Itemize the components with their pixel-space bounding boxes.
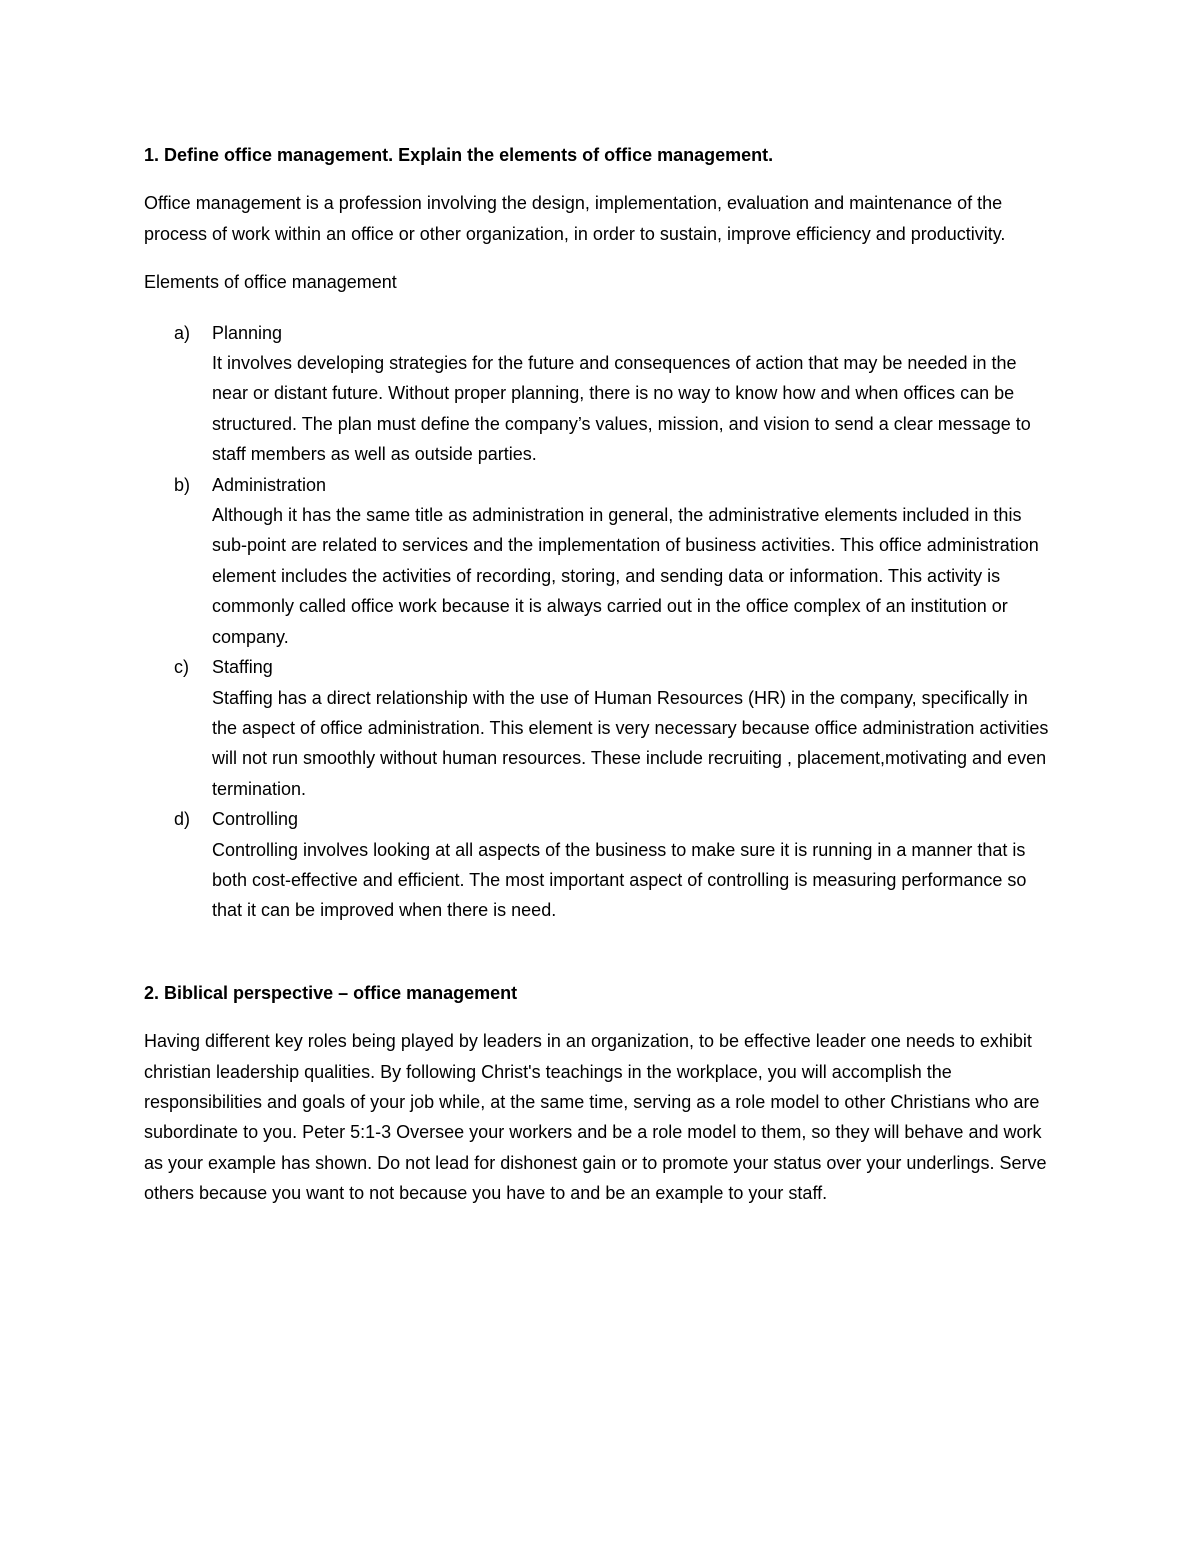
document-body [144,140,1056,1209]
list-item-controlling [144,804,1056,926]
item-title: Planning [212,322,283,343]
list-item-administration [144,470,1056,652]
biblical-perspective-paragraph: Having different key roles being played by leaders in an organization, to be effective leader one needs to exhibit christian leadership qualities. By following Christ's teachings in the workplace, you will accomplish the responsibilities and goals of your job while, at the same time, serving as a role model to other Christians who are subordinate to you. Peter 5:1-3 Oversee your workers and be a role model to them, so they will behave and work as your example has shown. Do not lead for dishonest gain or to promote your status over your underlings. Serve others because you want to not because you have to and be an example to your staff. [144,1031,1047,1204]
definition-paragraph: Office management is a profession involving the design, implementation, evaluation and maintenance of the process of work within an office or other organization, in order to sustain, improve efficiency and productivity. [144,193,1006,244]
item-body: It involves developing strategies for the future and consequences of action that may be needed in the near or distant future. Without proper planning, there is no way to know how and when offices can be structured. The plan must define the company’s values, mission, and vision to send a clear message to staff members as well as outside parties. [212,353,1031,465]
item-title: Controlling [212,809,299,830]
list-item-planning [144,318,1056,470]
list-marker: d) [174,809,191,830]
list-marker: c) [174,657,189,678]
list-item-staffing [144,652,1056,804]
elements-list [144,318,1056,926]
item-title: Administration [212,474,327,495]
item-body: Controlling involves looking at all aspects of the business to make sure it is running in a manner that is both cost-effective and efficient. The most important aspect of controlling is measuring performance so that it can be improved when there is need. [212,839,1027,921]
item-title: Staffing [212,657,273,678]
item-body: Although it has the same title as administration in general, the administrative elements included in this sub-point are related to services and the implementation of business activities. This office administration element includes the activities of recording, storing, and sending data or information. This activity is commonly called office work because it is always carried out in the office complex of an institution or company. [212,505,1039,647]
section-2-heading: 2. Biblical perspective – office management [144,982,518,1003]
list-marker: b) [174,474,191,495]
list-marker: a) [174,322,191,343]
section-1-heading: 1. Define office management. Explain the elements of office management. [144,145,774,165]
elements-intro: Elements of office management [144,272,397,293]
item-body: Staffing has a direct relationship with the use of Human Resources (HR) in the company, specifically in the aspect of office administration. This element is very necessary because office administration activities will not run smoothly without human resources. These include recruiting , placement,motivating and even termination. [212,687,1049,799]
